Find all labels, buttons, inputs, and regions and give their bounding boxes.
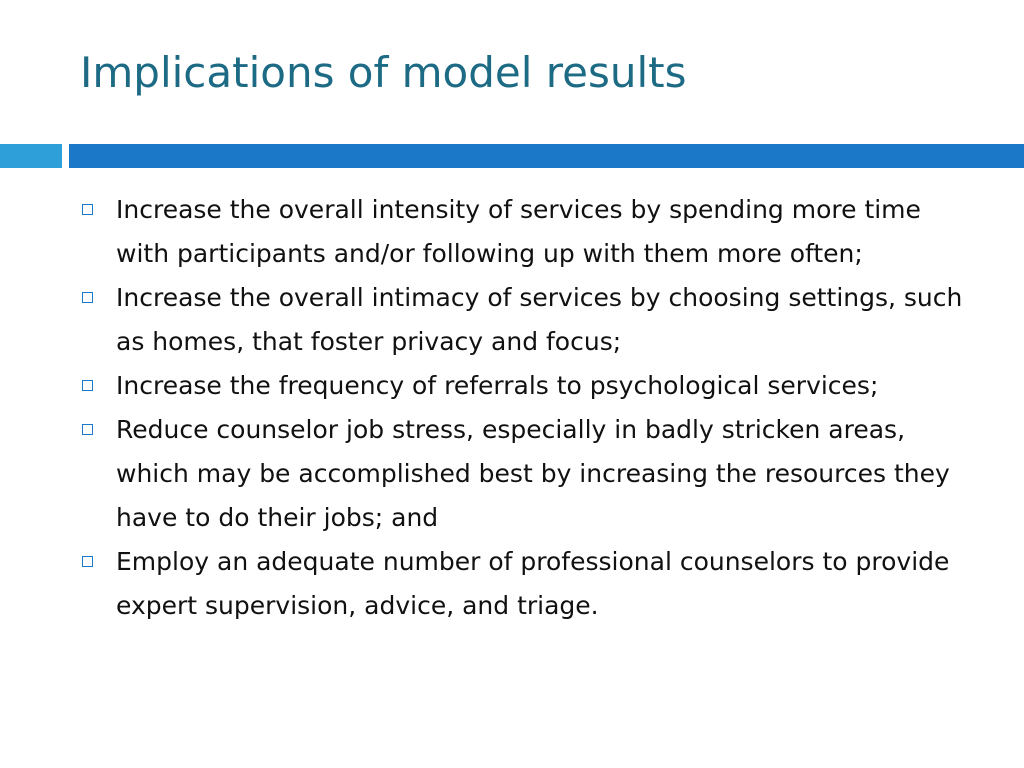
slide-title: Implications of model results bbox=[80, 48, 687, 97]
bullet-item bbox=[80, 364, 970, 408]
square-outline-icon bbox=[82, 292, 93, 303]
bullet-text: Increase the overall intimacy of services by choosing settings, such as homes, that foster privacy and focus; bbox=[116, 283, 963, 356]
square-outline-icon bbox=[82, 204, 93, 215]
bullet-text: Increase the overall intensity of services by spending more time with participants and/or following up with them more often; bbox=[116, 195, 921, 268]
bullet-list bbox=[80, 188, 970, 628]
title-accent-bar-left bbox=[0, 144, 62, 168]
title-accent-bar-right bbox=[69, 144, 1024, 168]
bullet-item bbox=[80, 188, 970, 276]
square-outline-icon bbox=[82, 556, 93, 567]
bullet-text: Employ an adequate number of professional counselors to provide expert supervision, advice, and triage. bbox=[116, 547, 950, 620]
bullet-item bbox=[80, 408, 970, 540]
bullet-item bbox=[80, 276, 970, 364]
bullet-item bbox=[80, 540, 970, 628]
bullet-text: Reduce counselor job stress, especially in badly stricken areas, which may be accomplished best by increasing the resources they have to do their jobs; and bbox=[116, 415, 950, 532]
square-outline-icon bbox=[82, 380, 93, 391]
bullet-text: Increase the frequency of referrals to psychological services; bbox=[116, 371, 879, 400]
square-outline-icon bbox=[82, 424, 93, 435]
